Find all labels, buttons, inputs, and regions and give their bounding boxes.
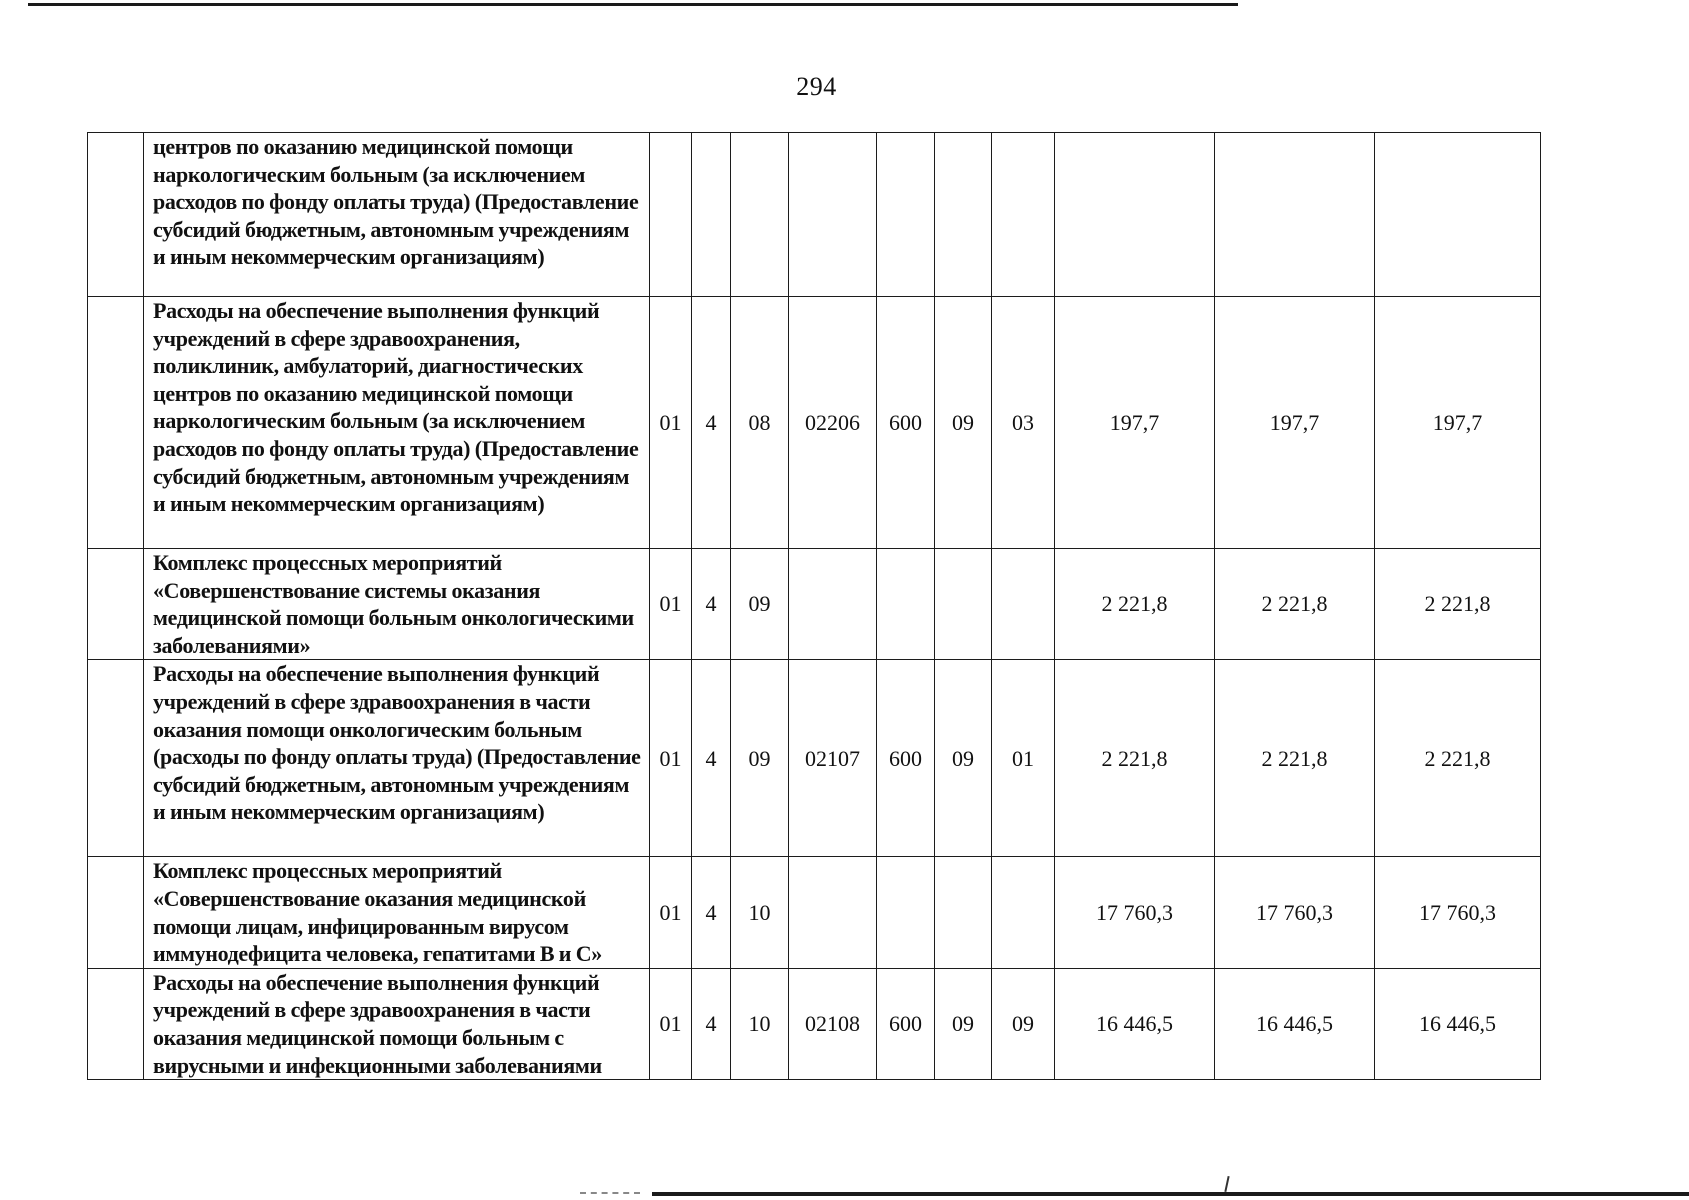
code-cell: 01: [650, 660, 692, 857]
code-cell: 600: [877, 297, 935, 549]
amount-cell-2: 17 760,3: [1215, 857, 1375, 968]
code-cell: [731, 133, 789, 297]
amount-cell-2: 197,7: [1215, 297, 1375, 549]
pencil-mark: [1224, 1176, 1229, 1192]
amount-cell-1: 2 221,8: [1055, 660, 1215, 857]
top-scan-rule: [28, 3, 1238, 6]
amount-cell-2: 2 221,8: [1215, 549, 1375, 660]
code-cell: 01: [650, 968, 692, 1079]
code-cell: 01: [650, 857, 692, 968]
amount-cell-3: 17 760,3: [1375, 857, 1541, 968]
code-cell: 09: [731, 549, 789, 660]
code-cell: 08: [731, 297, 789, 549]
row-number-cell: [88, 297, 144, 549]
code-cell: 4: [692, 857, 731, 968]
table-row: [88, 133, 1541, 297]
bottom-scan-dash: [580, 1192, 640, 1194]
row-number-cell: [88, 133, 144, 297]
code-cell: 01: [992, 660, 1055, 857]
code-cell: [935, 133, 992, 297]
code-cell: 02107: [789, 660, 877, 857]
row-number-cell: [88, 968, 144, 1079]
amount-cell-3: 197,7: [1375, 297, 1541, 549]
code-cell: [650, 133, 692, 297]
code-cell: 600: [877, 968, 935, 1079]
code-cell: [935, 549, 992, 660]
code-cell: 600: [877, 660, 935, 857]
code-cell: [789, 133, 877, 297]
amount-cell-2: 16 446,5: [1215, 968, 1375, 1079]
code-cell: [692, 133, 731, 297]
code-cell: 4: [692, 968, 731, 1079]
code-cell: [789, 857, 877, 968]
amount-cell-3: 2 221,8: [1375, 660, 1541, 857]
code-cell: [789, 549, 877, 660]
code-cell: 09: [935, 968, 992, 1079]
row-number-cell: [88, 549, 144, 660]
amount-cell-3: 2 221,8: [1375, 549, 1541, 660]
amount-cell-1: 197,7: [1055, 297, 1215, 549]
code-cell: 01: [650, 297, 692, 549]
amount-cell-2: [1215, 133, 1375, 297]
amount-cell-1: [1055, 133, 1215, 297]
amount-cell-3: 16 446,5: [1375, 968, 1541, 1079]
code-cell: 4: [692, 297, 731, 549]
amount-cell-3: [1375, 133, 1541, 297]
budget-table: [87, 132, 1541, 1080]
row-number-cell: [88, 660, 144, 857]
code-cell: 10: [731, 857, 789, 968]
amount-cell-1: 2 221,8: [1055, 549, 1215, 660]
code-cell: 09: [731, 660, 789, 857]
row-number-cell: [88, 857, 144, 968]
code-cell: [877, 857, 935, 968]
bottom-scan-rule: [652, 1192, 1689, 1196]
code-cell: [992, 857, 1055, 968]
code-cell: 01: [650, 549, 692, 660]
code-cell: [877, 133, 935, 297]
amount-cell-1: 16 446,5: [1055, 968, 1215, 1079]
code-cell: 4: [692, 549, 731, 660]
code-cell: 09: [935, 297, 992, 549]
code-cell: 02108: [789, 968, 877, 1079]
expense-name-cell: Расходы на обеспечение выполнения функций учреждений в сфере здравоохранения в части оказания медицинской помощи больным с вирусными и инфекционными заболеваниями: [144, 968, 650, 1079]
code-cell: 03: [992, 297, 1055, 549]
expense-name-cell: Комплекс процессных мероприятий «Совершенствование оказания медицинской помощи лицам, инфицированным вирусом иммунодефицита человека, гепатитами В и С»: [144, 857, 650, 968]
amount-cell-1: 17 760,3: [1055, 857, 1215, 968]
expense-name-cell: Расходы на обеспечение выполнения функций учреждений в сфере здравоохранения, поликлиник, амбулаторий, диагностических центров по оказанию медицинской помощи наркологическим больным (за исключением расходов по фонду оплаты труда) (Предоставление субсидий бюджетным, автономным учреждениям и иным некоммерческим организациям): [144, 297, 650, 549]
table-row: [88, 968, 1541, 1079]
table-row: [88, 297, 1541, 549]
amount-cell-2: 2 221,8: [1215, 660, 1375, 857]
code-cell: 09: [992, 968, 1055, 1079]
expense-name-cell: Комплекс процессных мероприятий «Совершенствование системы оказания медицинской помощи больным онкологическими заболеваниями»: [144, 549, 650, 660]
code-cell: 4: [692, 660, 731, 857]
page-number: 294: [796, 72, 837, 101]
code-cell: [877, 549, 935, 660]
table-row: [88, 660, 1541, 857]
expense-name-cell: центров по оказанию медицинской помощи наркологическим больным (за исключением расходов по фонду оплаты труда) (Предоставление субсидий бюджетным, автономным учреждениям и иным некоммерческим организациям): [144, 133, 650, 297]
code-cell: [992, 549, 1055, 660]
code-cell: [935, 857, 992, 968]
code-cell: 09: [935, 660, 992, 857]
code-cell: 02206: [789, 297, 877, 549]
code-cell: [992, 133, 1055, 297]
code-cell: 10: [731, 968, 789, 1079]
table-row: [88, 857, 1541, 968]
table-row: [88, 549, 1541, 660]
expense-name-cell: Расходы на обеспечение выполнения функций учреждений в сфере здравоохранения в части оказания помощи онкологическим больным (расходы по фонду оплаты труда) (Предоставление субсидий бюджетным, автономным учреждениям и иным некоммерческим организациям): [144, 660, 650, 857]
